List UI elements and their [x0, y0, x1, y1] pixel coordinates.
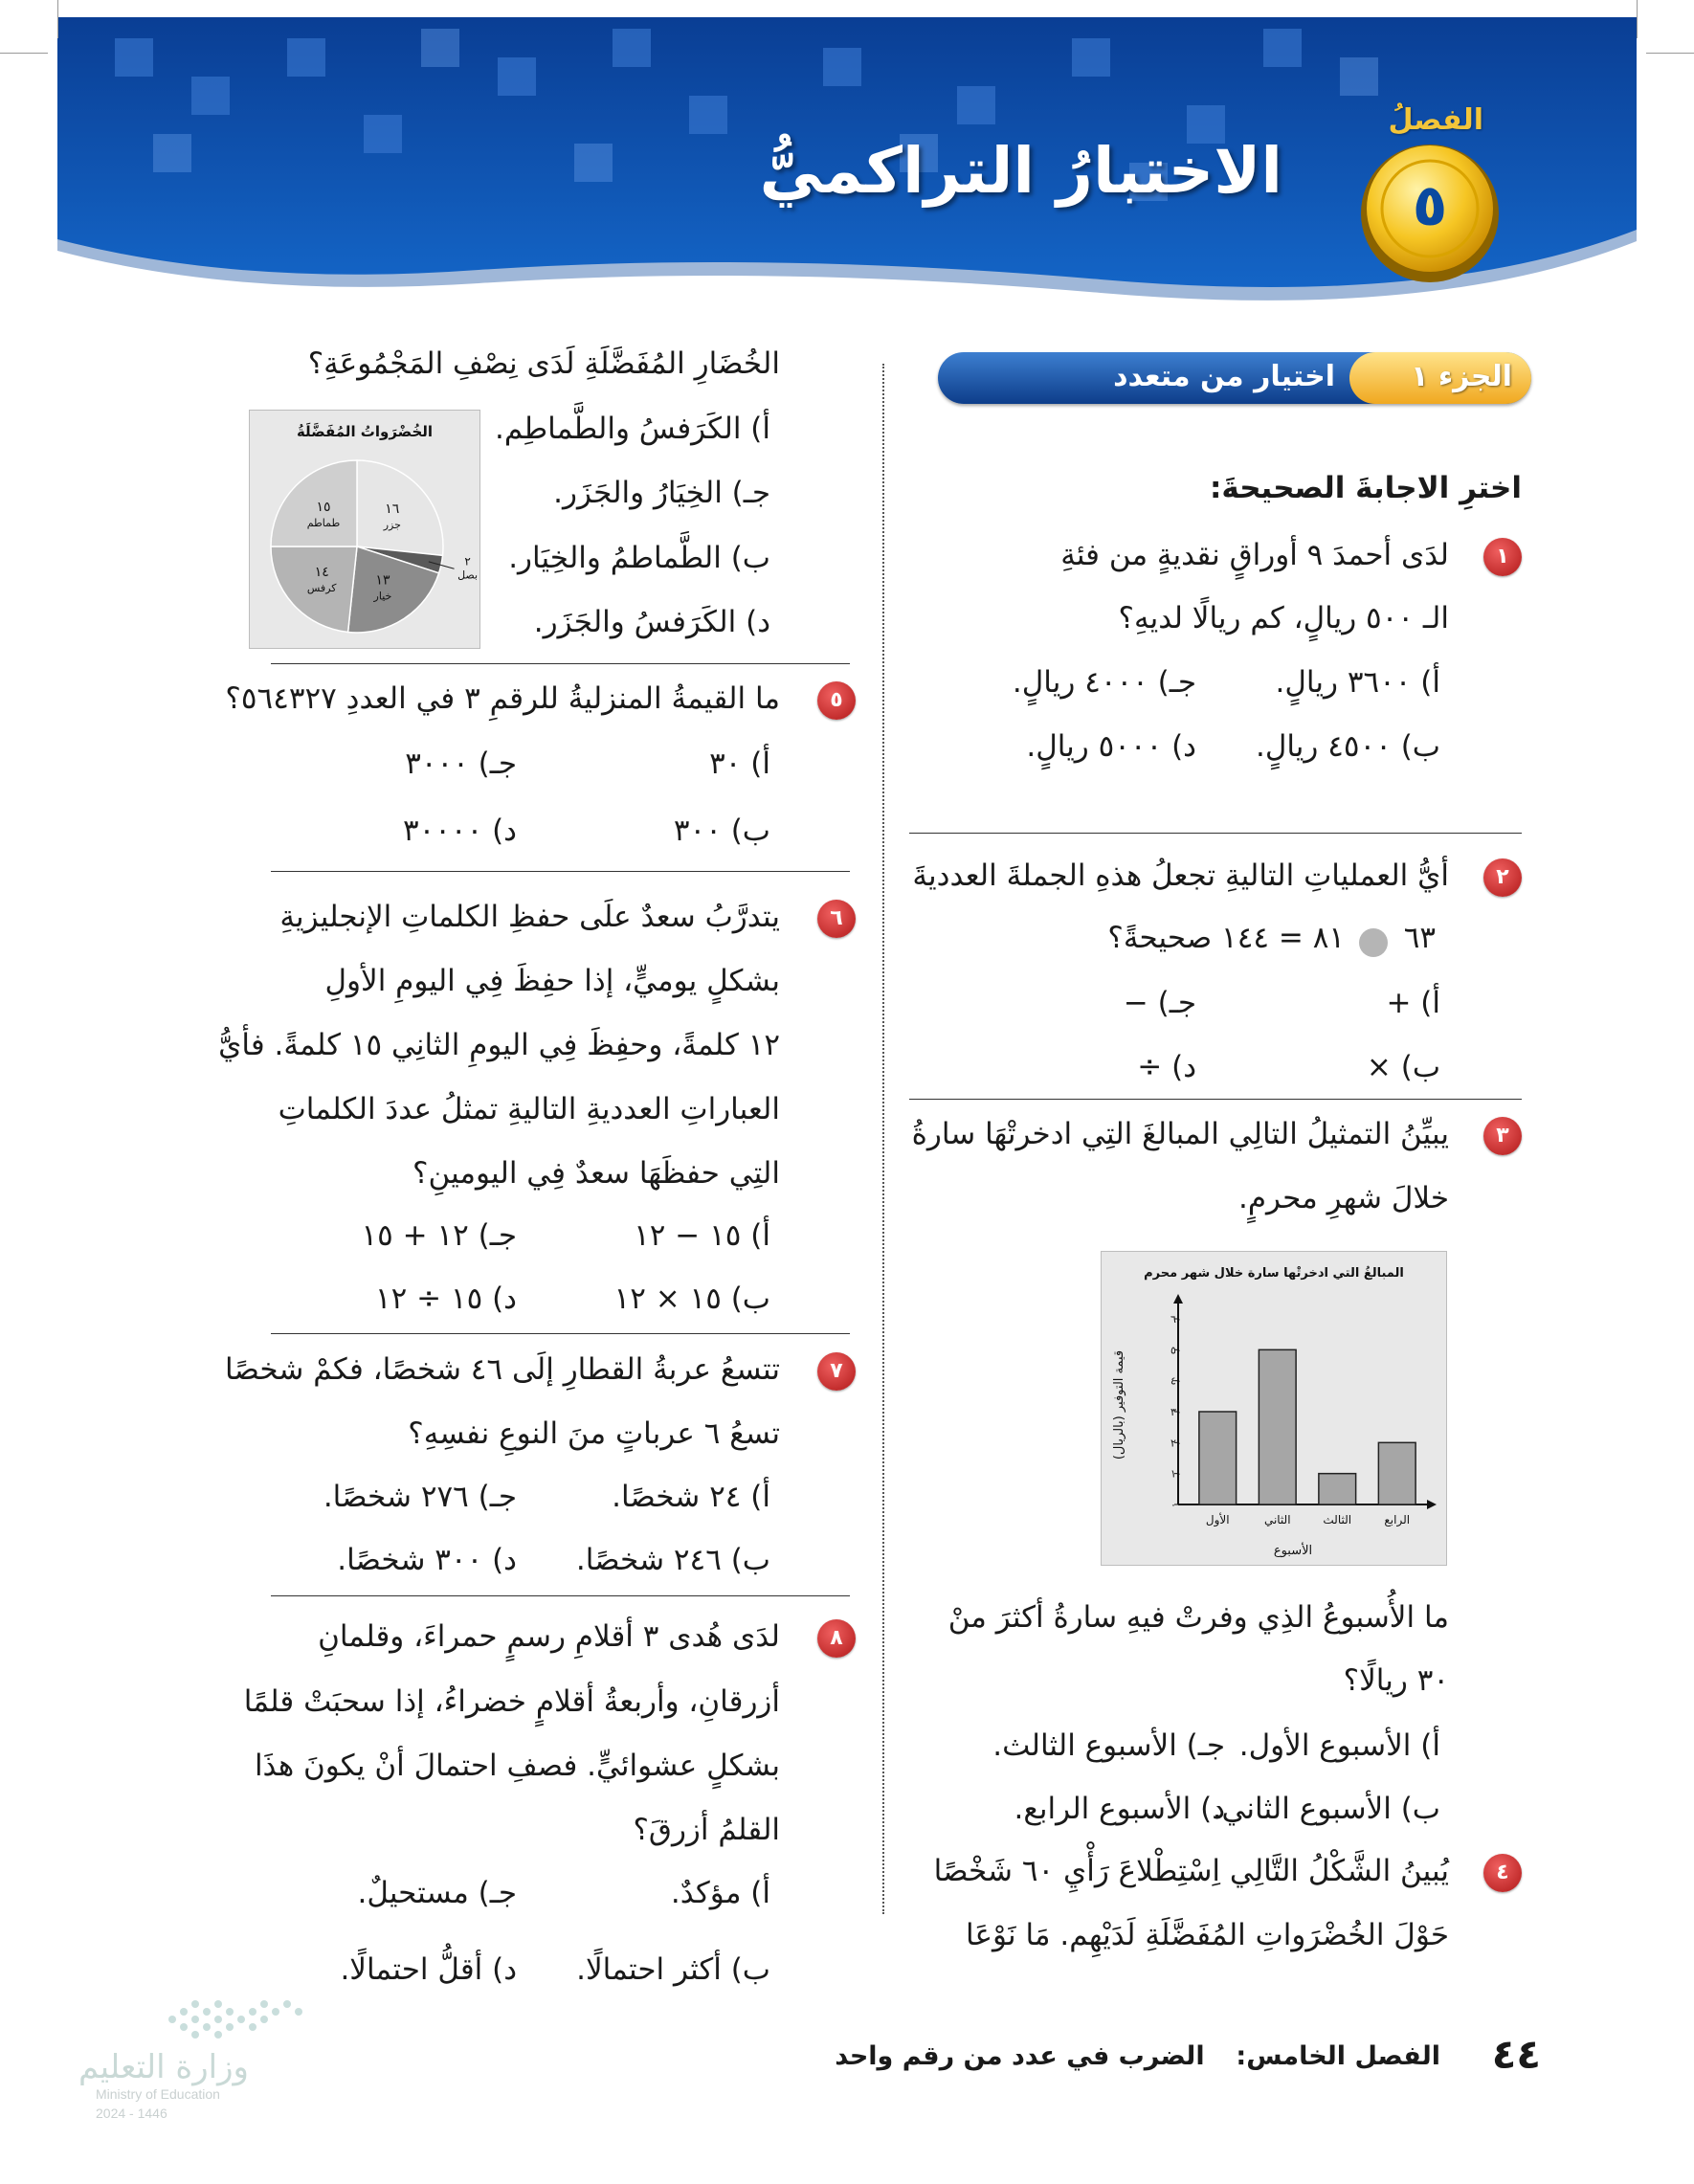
- q8-option-c[interactable]: جـ) مستحيلٌ.: [357, 1876, 517, 1910]
- pie-slice-value: ١٤: [314, 565, 329, 581]
- q2-equation-left: ٦٣: [1403, 921, 1436, 955]
- q8-option-a[interactable]: أ) مؤكدٌ.: [670, 1876, 770, 1910]
- crop-mark: [1646, 53, 1694, 54]
- chart-y-tick-label: ٣٠: [1170, 1406, 1182, 1418]
- instructions: اخترِ الاجابةَ الصحيحةَ:: [1210, 471, 1522, 505]
- page-title: الاختبارُ التراكميُّ: [759, 134, 1282, 208]
- separator: [271, 663, 850, 664]
- footer-subject: الضرب في عدد من رقم واحد: [835, 2041, 1205, 2071]
- chart-y-tick-label: ٢٠: [1170, 1437, 1182, 1450]
- q6-text-line5: التِي حفظَهَا سعدٌ فِي اليومينِ؟: [412, 1156, 780, 1191]
- chart-title: المبالغُ التي ادخرتْها سارة خلال شهر محرم: [1144, 1266, 1404, 1281]
- q5-text-line1: ما القيمةُ المنزليةُ للرقمِ ٣ في العددِ ٥٦٤٣٢٧؟: [225, 681, 780, 716]
- crop-mark: [57, 0, 58, 38]
- q6-option-d[interactable]: د) ١٥ ÷ ١٢: [374, 1281, 517, 1316]
- q2-option-b[interactable]: ب) ×: [1366, 1050, 1440, 1084]
- q2-option-c[interactable]: جـ) −: [1123, 986, 1196, 1020]
- q5-option-c[interactable]: جـ) ٣٠٠٠: [405, 747, 517, 781]
- footer-chapter-label: الفصل الخامس:: [1236, 2041, 1440, 2071]
- separator: [909, 1099, 1522, 1100]
- pie-slice: [271, 460, 357, 546]
- q6-text-line2: بشكلٍ يوميٍّ، إذا حفِظَ فِي اليومِ الأولِ: [324, 964, 780, 998]
- separator: [909, 833, 1522, 834]
- question-number-badge: ٢: [1483, 858, 1522, 897]
- q3-text-line1: يبيِّنُ التمثيلُ التالِي المبالغَ التِي ادخرتْهَا سارةُ: [911, 1117, 1449, 1151]
- x-axis-arrow-icon: [1427, 1500, 1437, 1509]
- q4-option-a[interactable]: أ) الكَرَفسُ والطَّماطِم.: [494, 412, 770, 446]
- chart-bar: [1259, 1349, 1296, 1504]
- q4-text-line2: حَوْلَ الخُضْرَواتِ المُفَضَّلَةِ لَدَيْهِم. مَا نَوْعَا: [966, 1918, 1449, 1952]
- bar-chart: [1102, 1252, 1446, 1565]
- pie-chart: [250, 411, 479, 648]
- chapter-label: الفصلُ: [1388, 103, 1483, 137]
- q8-text-line3: بشكلٍ عشوائيٍّ. فصفِ احتمالَ أنْ يكونَ هذَا: [254, 1749, 780, 1783]
- q3-option-a[interactable]: أ) الأسبوع الأول.: [1238, 1728, 1440, 1763]
- pie-chart-title: الخُضْرَواتُ المُفَضَّلَةُ: [296, 423, 434, 440]
- q7-option-b[interactable]: ب) ٢٤٦ شخصًا.: [575, 1543, 770, 1577]
- crop-mark: [0, 53, 48, 54]
- chart-y-tick-label: ٦٠: [1170, 1313, 1182, 1326]
- chart-y-tick-label: ١٠: [1170, 1467, 1182, 1481]
- pie-slice-value: ١٥: [316, 499, 331, 515]
- part-label-box: [1349, 352, 1531, 404]
- question-number-badge: ٥: [817, 681, 856, 720]
- page-header: [0, 0, 1694, 345]
- q4-option-d[interactable]: د) الكَرَفسُ والجَزَر.: [533, 605, 770, 639]
- page-number: ٤٤: [1491, 2031, 1541, 2078]
- pie-slice-value: ١٣: [375, 572, 390, 589]
- q1-text-line2: الـ ٥٠٠ ريالٍ، كم ريالًا لديهِ؟: [1118, 601, 1449, 635]
- chart-bar: [1199, 1412, 1237, 1504]
- q3-question-line1: ما الأُسبوعُ الذِي وفرتْ فيهِ سارةُ أكثرَ منْ: [947, 1600, 1449, 1635]
- part-banner: [938, 352, 1531, 404]
- q6-option-c[interactable]: جـ) ١٢ + ١٥: [361, 1218, 517, 1253]
- separator: [271, 1333, 850, 1334]
- q1-text-line1: لدَى أحمدَ ٩ أوراقٍ نقديةٍ من فئةِ: [1060, 538, 1449, 572]
- q2-equation-right: ٨١ = ١٤٤ صحيحةً؟: [1107, 921, 1345, 955]
- part-label: الجزء ١: [1411, 360, 1512, 393]
- pie-slice-value: ٢: [464, 554, 471, 568]
- separator: [271, 1595, 850, 1596]
- chart-x-axis-label: الأسبوع: [1273, 1544, 1313, 1558]
- chart-y-axis-label: قيمة التوفير (بالريال): [1112, 1349, 1126, 1460]
- pie-slice-label: خيار: [373, 590, 392, 603]
- q8-text-line2: أزرقانِ، وأربعةُ أقلامٍ خضراءُ، إذا سحبَتْ قلمًا: [243, 1684, 780, 1719]
- pie-slice: [357, 460, 443, 555]
- q6-option-b[interactable]: ب) ١٥ × ١٢: [613, 1281, 770, 1316]
- chart-x-tick-label: الرابع: [1384, 1513, 1411, 1527]
- bar-chart-figure: [1101, 1251, 1447, 1566]
- column-divider: [882, 364, 884, 1914]
- q3-option-c[interactable]: جـ) الأسبوع الثالث.: [992, 1728, 1225, 1763]
- pie-slice-label: كرفس: [306, 582, 337, 595]
- q4-text-line1: يُبينُ الشَّكْلُ التَّالِي اِسْتِطْلاعَ رَأْيِ ٦٠ شَخْصًا: [933, 1854, 1449, 1888]
- q7-option-c[interactable]: جـ) ٢٧٦ شخصًا.: [323, 1480, 517, 1514]
- q2-option-d[interactable]: د) ÷: [1137, 1050, 1196, 1084]
- q8-option-b[interactable]: ب) أكثر احتمالًا.: [576, 1952, 770, 1987]
- q1-option-a[interactable]: أ) ٣٦٠٠ ريالٍ.: [1275, 665, 1440, 700]
- chart-y-tick-label: ٥٠: [1170, 1344, 1182, 1357]
- q8-option-d[interactable]: د) أقلُّ احتمالًا.: [340, 1952, 517, 1987]
- part-title: اختيار من متعدد: [1113, 360, 1335, 393]
- q7-option-a[interactable]: أ) ٢٤ شخصًا.: [612, 1480, 770, 1514]
- y-axis-arrow-icon: [1173, 1294, 1183, 1304]
- q4-option-b[interactable]: ب) الطَّماطمُ والخِيَار.: [508, 541, 770, 575]
- q2-text-line1: أيُّ العملياتِ التاليةِ تجعلُ هذهِ الجملةَ العدديةَ: [912, 858, 1449, 893]
- chart-y-tick-label: ٠: [1170, 1499, 1176, 1511]
- question-number-badge: ٧: [817, 1352, 856, 1391]
- chart-plot-area: [1170, 1294, 1437, 1527]
- q1-option-c[interactable]: جـ) ٤٠٠٠ ريالٍ.: [1012, 665, 1196, 700]
- q6-text-line4: العباراتِ العدديةِ التاليةِ تمثلُ عددَ الكلماتِ: [278, 1092, 780, 1126]
- q2-option-a[interactable]: أ) +: [1386, 986, 1440, 1020]
- q6-text-line1: يتدرَّبُ سعدٌ علَى حفظِ الكلماتِ الإنجليزيةِ: [279, 900, 780, 934]
- q3-question-line2: ٣٠ ريالًا؟: [1343, 1663, 1449, 1698]
- chart-x-tick-label: الأول: [1205, 1513, 1230, 1527]
- q7-text-line2: تسعُ ٦ عرباتٍ منَ النوعِ نفسِهِ؟: [408, 1416, 780, 1451]
- ministry-name-arabic: وزارة التعليم: [78, 2048, 249, 2086]
- q4-option-c[interactable]: جـ) الخِيَارُ والجَزَر.: [553, 476, 770, 510]
- footer-chapter-title: [835, 2041, 1440, 2071]
- operation-placeholder-circle: [1359, 928, 1388, 957]
- q3-text-line2: خلالَ شهرِ محرمٍ.: [1237, 1181, 1449, 1215]
- chart-y-tick-label: ٤٠: [1170, 1374, 1182, 1388]
- q8-text-line1: لدَى هُدى ٣ أقلامِ رسمٍ حمراءَ، وقلمانِ: [318, 1619, 780, 1654]
- pie-slice-label: طماطم: [306, 516, 341, 529]
- chart-x-tick-label: الثالث: [1323, 1513, 1352, 1527]
- q1-option-b[interactable]: ب) ٤٥٠٠ ريالٍ.: [1255, 729, 1440, 764]
- q3-option-b[interactable]: ب) الأسبوع الثاني.: [1212, 1792, 1440, 1826]
- q3-option-d[interactable]: د) الأسبوع الرابع.: [1014, 1792, 1225, 1826]
- q5-option-d[interactable]: د) ٣٠٠٠٠: [402, 813, 517, 848]
- q6-text-line3: ١٢ كلمةً، وحفِظَ فِي اليومِ الثانِي ١٥ كلمةً. فأيُّ: [218, 1028, 780, 1062]
- chart-bar: [1378, 1442, 1415, 1504]
- q8-text-line4: القلمُ أزرقَ؟: [633, 1813, 780, 1847]
- question-number-badge: ٦: [817, 900, 856, 938]
- pie-slice-label: بصل: [457, 568, 479, 582]
- q7-text-line1: تتسعُ عربةُ القطارِ إلَى ٤٦ شخصًا، فكمْ شخصًا: [225, 1352, 780, 1387]
- question-number-badge: ١: [1483, 538, 1522, 576]
- chart-bar: [1319, 1474, 1356, 1504]
- ministry-name-english: Ministry of Education: [96, 2086, 220, 2102]
- pie-slice-value: ١٦: [385, 501, 400, 517]
- q6-option-a[interactable]: أ) ١٥ − ١٢: [634, 1218, 770, 1253]
- q1-option-d[interactable]: د) ٥٠٠٠ ريالٍ.: [1026, 729, 1196, 764]
- pie-plot-area: [271, 460, 478, 633]
- ministry-year: 2024 - 1446: [96, 2106, 167, 2121]
- separator: [271, 871, 850, 872]
- pie-chart-figure: [249, 410, 480, 649]
- ministry-logo-icon: [163, 1991, 316, 2048]
- chapter-number: ٥: [1412, 172, 1448, 239]
- crop-mark: [1637, 0, 1638, 38]
- question-number-badge: ٤: [1483, 1854, 1522, 1892]
- question-number-badge: ٨: [817, 1619, 856, 1658]
- q4-text-line3: الخُضَارِ المُفَضَّلَةِ لَدَى نِصْفِ المَجْمُوعَةِ؟: [307, 346, 780, 381]
- q5-option-b[interactable]: ب) ٣٠٠: [673, 813, 770, 848]
- chart-x-tick-label: الثاني: [1263, 1513, 1291, 1527]
- q5-option-a[interactable]: أ) ٣٠: [709, 747, 770, 781]
- pie-slice-label: جزر: [383, 518, 401, 531]
- q7-option-d[interactable]: د) ٣٠٠ شخصًا.: [337, 1543, 517, 1577]
- question-number-badge: ٣: [1483, 1117, 1522, 1155]
